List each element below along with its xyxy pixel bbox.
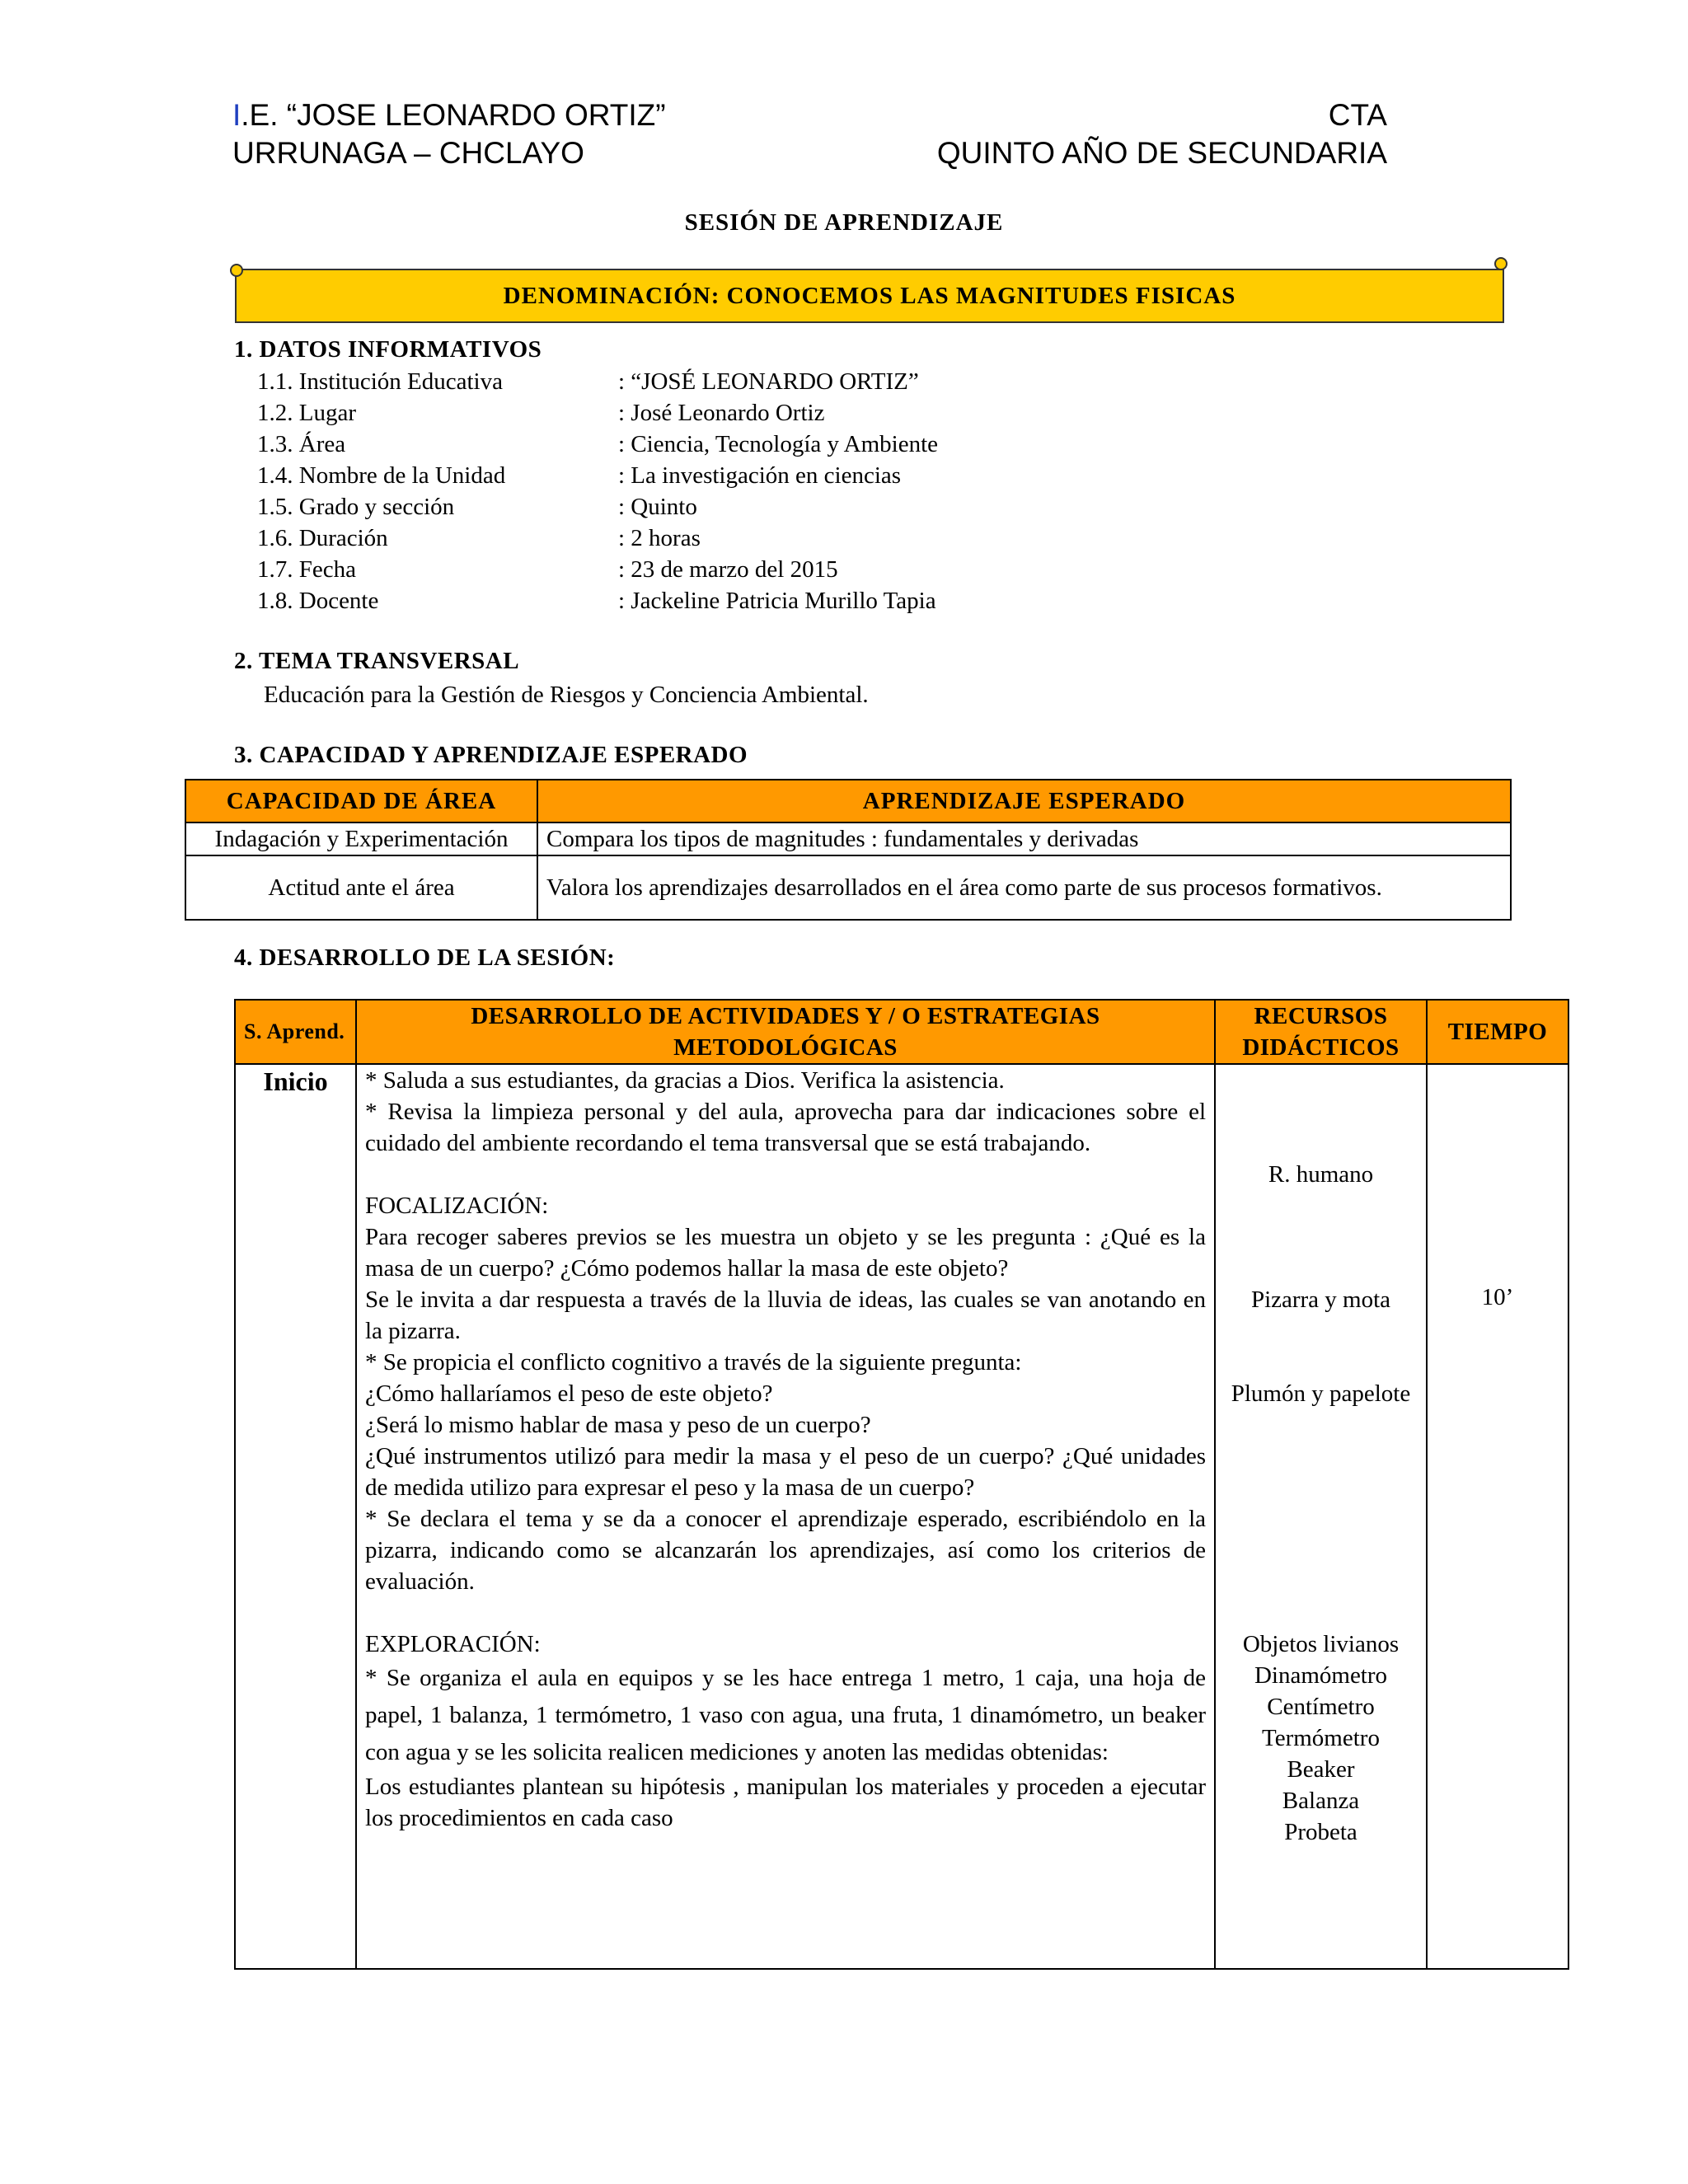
info-value: : Quinto <box>618 494 697 520</box>
capacidad-cell: Actitud ante el área <box>185 855 537 920</box>
page-title: SESIÓN DE APRENDIZAJE <box>684 209 1004 236</box>
capacidad-cell: Indagación y Experimentación <box>185 823 537 855</box>
info-label: 1.3. Área <box>257 431 346 457</box>
info-label: 1.6. Duración <box>257 525 388 551</box>
info-value: : 2 horas <box>618 525 701 551</box>
resources-cell <box>1215 1064 1427 1969</box>
aprendizaje-cell: Valora los aprendizajes desarrollados en el área como parte de sus procesos formativos. <box>537 855 1511 920</box>
exploration-title: EXPLORACIÓN: <box>365 1631 541 1657</box>
resource-item: Beaker <box>1287 1756 1355 1783</box>
denomination-banner <box>235 269 1504 323</box>
resource-item: Objetos livianos <box>1242 1631 1400 1657</box>
school-name <box>232 97 666 134</box>
info-label: 1.1. Institución Educativa <box>257 368 503 395</box>
info-value: : La investigación en ciencias <box>618 462 902 489</box>
scroll-curl-right <box>1494 257 1507 270</box>
col-stage: S. Aprend. <box>235 1000 356 1064</box>
table-row <box>185 823 1511 855</box>
resource-item: Probeta <box>1284 1819 1357 1845</box>
activity-paragraph: Los estudiantes plantean su hipótesis , manipulan los materiales y proceden a ejecutar los procedimientos en cada caso <box>365 1774 1206 1831</box>
school-initial: I <box>232 98 241 132</box>
scroll-curl-left <box>230 264 243 277</box>
focalization-title: FOCALIZACIÓN: <box>365 1193 549 1219</box>
capacity-table <box>185 779 1512 921</box>
info-label: 1.2. Lugar <box>257 400 356 426</box>
col-activities: DESARROLLO DE ACTIVIDADES Y / O ESTRATEGIAS METODOLÓGICAS <box>356 1000 1215 1064</box>
activity-paragraph: Para recoger saberes previos se les muestra un objeto y se les pregunta : ¿Qué es la masa de un cuerpo? ¿Cómo podemos hallar la masa de este objeto? <box>365 1224 1206 1282</box>
resource-item: Plumón y papelote <box>1231 1380 1411 1407</box>
table-row <box>235 1064 1568 1969</box>
section4-heading: 4. DESARROLLO DE LA SESIÓN: <box>234 944 616 971</box>
info-value: : Jackeline Patricia Murillo Tapia <box>618 588 936 614</box>
info-label: 1.4. Nombre de la Unidad <box>257 462 506 489</box>
session-table <box>234 999 1569 1970</box>
info-value: : “JOSÉ LEONARDO ORTIZ” <box>618 368 919 395</box>
subject-code: CTA <box>1328 98 1387 132</box>
resource-item: Balanza <box>1282 1788 1360 1814</box>
activities-cell <box>356 1064 1215 1969</box>
activity-paragraph: ¿Será lo mismo hablar de masa y peso de un cuerpo? <box>365 1412 871 1438</box>
school-location: URRUNAGA – CHCLAYO <box>232 136 584 170</box>
stage-cell: Inicio <box>235 1064 356 1969</box>
aprendizaje-cell: Compara los tipos de magnitudes : fundamentales y derivadas <box>537 823 1511 855</box>
resource-item: Termómetro <box>1262 1725 1380 1751</box>
activity-paragraph: * Se organiza el aula en equipos y se les hace entrega 1 metro, 1 caja, una hoja de papel, 1 balanza, 1 termómetro, 1 vaso con agua, una fruta, 1 dinamómetro, un beaker con agua y se les solicita realicen mediciones y anoten las medidas obtenidas: <box>365 1665 1206 1765</box>
info-label: 1.7. Fecha <box>257 556 356 583</box>
section1-heading: 1. DATOS INFORMATIVOS <box>234 336 542 363</box>
col-aprendizaje: APRENDIZAJE ESPERADO <box>537 780 1511 823</box>
info-value: : 23 de marzo del 2015 <box>618 556 838 583</box>
activity-paragraph: Se le invita a dar respuesta a través de la lluvia de ideas, las cuales se van anotando en la pizarra. <box>365 1286 1206 1344</box>
col-capacidad: CAPACIDAD DE ÁREA <box>185 780 537 823</box>
col-time: TIEMPO <box>1427 1000 1568 1064</box>
activity-paragraph: * Se propicia el conflicto cognitivo a través de la siguiente pregunta: <box>365 1349 1022 1376</box>
resource-item: Pizarra y mota <box>1250 1286 1391 1313</box>
activity-paragraph: * Saluda a sus estudiantes, da gracias a Dios. Verifica la asistencia. <box>365 1067 1005 1094</box>
section3-heading: 3. CAPACIDAD Y APRENDIZAJE ESPERADO <box>234 742 748 768</box>
info-label: 1.5. Grado y sección <box>257 494 455 520</box>
info-value: : Ciencia, Tecnología y Ambiente <box>618 431 939 457</box>
resource-item: R. humano <box>1268 1161 1374 1188</box>
denomination-text: DENOMINACIÓN: CONOCEMOS LAS MAGNITUDES FISICAS <box>503 282 1236 309</box>
activity-paragraph: * Se declara el tema y se da a conocer el aprendizaje esperado, escribiéndolo en la pizarra, indicando como se alcanzarán los aprendizajes, así como los criterios de evaluación. <box>365 1506 1206 1595</box>
resource-item: Dinamómetro <box>1254 1662 1388 1689</box>
info-label: 1.8. Docente <box>257 588 379 614</box>
section2-heading: 2. TEMA TRANSVERSAL <box>234 648 520 674</box>
activity-paragraph: * Revisa la limpieza personal y del aula, aprovecha para dar indicaciones sobre el cuidado del ambiente recordando el tema transversal que se está trabajando. <box>365 1099 1206 1156</box>
resource-item: Centímetro <box>1267 1694 1375 1720</box>
transversal-theme: Educación para la Gestión de Riesgos y Conciencia Ambiental. <box>264 682 869 708</box>
activity-paragraph: ¿Cómo hallaríamos el peso de este objeto? <box>365 1380 773 1407</box>
grade-level: QUINTO AÑO DE SECUNDARIA <box>936 136 1387 170</box>
col-resources: RECURSOS DIDÁCTICOS <box>1215 1000 1427 1064</box>
table-row <box>185 855 1511 920</box>
activity-paragraph: ¿Qué instrumentos utilizó para medir la masa y el peso de un cuerpo? ¿Qué unidades de medida utilizo para expresar el peso y la masa de un cuerpo? <box>365 1443 1206 1501</box>
info-value: : José Leonardo Ortiz <box>618 400 825 426</box>
school-name-rest: .E. “JOSE LEONARDO ORTIZ” <box>241 98 666 132</box>
time-cell: 10’ <box>1427 1064 1568 1969</box>
